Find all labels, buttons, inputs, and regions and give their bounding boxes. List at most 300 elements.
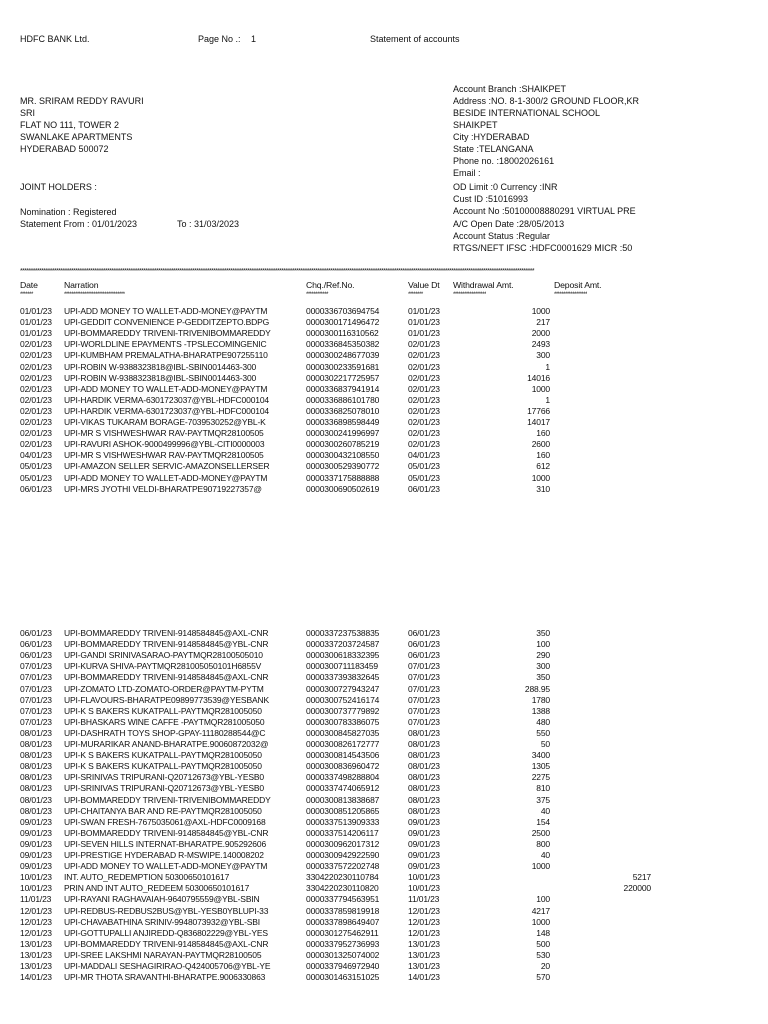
txn-date: 05/01/23: [20, 461, 52, 472]
ifsc-micr: RTGS/NEFT IFSC :HDFC0001629 MICR :50: [453, 243, 633, 253]
txn-value-date: 01/01/23: [408, 328, 440, 339]
col-withdrawal-underline: ******************: [453, 292, 487, 298]
txn-value-date: 09/01/23: [408, 827, 440, 838]
txn-ref: 0000300962017312: [306, 838, 380, 849]
branch-address-line3: SHAIKPET: [453, 120, 498, 130]
txn-narration: UPI-ROBIN W-9388323818@IBL-SBIN0014463-300: [64, 361, 257, 372]
txn-narration: UPI-K S BAKERS KUKATPALL-PAYTMQR281005050: [64, 705, 262, 716]
col-date-underline: *******: [20, 292, 33, 298]
txn-value-date: 07/01/23: [408, 672, 440, 683]
txn-date: 07/01/23: [20, 705, 52, 716]
document-title: Statement of accounts: [370, 34, 460, 44]
table-row: [0, 750, 768, 761]
txn-value-date: 07/01/23: [408, 661, 440, 672]
txn-withdrawal: 530: [536, 949, 550, 960]
txn-value-date: 06/01/23: [408, 628, 440, 638]
txn-withdrawal: 17766: [527, 405, 550, 416]
txn-deposit: 220000: [623, 883, 651, 894]
table-row: [0, 428, 768, 439]
branch-address: Address :NO. 8-1-300/2 GROUND FLOOR,KR: [453, 96, 640, 106]
txn-narration: UPI-ADD MONEY TO WALLET-ADD-MONEY@PAYTM: [64, 472, 268, 483]
txn-narration: UPI-K S BAKERS KUKATPALL-PAYTMQR281005050: [64, 761, 262, 772]
col-ref: Chq./Ref.No.: [306, 280, 355, 290]
txn-value-date: 08/01/23: [408, 761, 440, 772]
txn-value-date: 06/01/23: [408, 639, 440, 650]
txn-narration: UPI-GANDI SRINIVASARAO-PAYTMQR28100505010: [64, 650, 263, 661]
col-value-date-underline: ********: [408, 292, 423, 298]
txn-ref: 0000300851205865: [306, 805, 380, 816]
col-value-date: Value Dt: [408, 280, 440, 290]
txn-deposit: 5217: [632, 872, 651, 883]
txn-date: 13/01/23: [20, 949, 52, 960]
branch-phone: Phone no. :18002026161: [453, 156, 555, 166]
table-row: [0, 306, 768, 317]
txn-date: 07/01/23: [20, 672, 52, 683]
txn-value-date: 02/01/23: [408, 428, 440, 439]
txn-value-date: 02/01/23: [408, 417, 440, 427]
txn-narration: UPI-ADD MONEY TO WALLET-ADD-MONEY@PAYTM: [64, 383, 268, 394]
txn-narration: UPI-GEDDIT CONVENIENCE P-GEDDITZEPTO.BDPG: [64, 317, 270, 328]
table-row: [0, 439, 768, 450]
txn-date: 02/01/23: [20, 350, 52, 361]
txn-withdrawal: 375: [536, 794, 550, 805]
txn-value-date: 08/01/23: [408, 750, 440, 761]
table-row: [0, 373, 768, 384]
table-row: [0, 684, 768, 695]
table-row: [0, 850, 768, 861]
txn-narration: UPI-KURVA SHIVA-PAYTMQR281005050101H6855V: [64, 661, 262, 672]
table-row: [0, 950, 768, 961]
txn-date: 06/01/23: [20, 628, 52, 638]
txn-withdrawal: 160: [536, 428, 550, 439]
txn-withdrawal: 288.95: [524, 683, 550, 694]
txn-narration: UPI-DASHRATH TOYS SHOP-GPAY-11180288544@C: [64, 727, 266, 738]
txn-withdrawal: 148: [536, 927, 550, 938]
txn-withdrawal: 1000: [531, 861, 550, 872]
txn-narration: UPI-K S BAKERS KUKATPALL-PAYTMQR281005050: [64, 750, 262, 761]
txn-value-date: 13/01/23: [408, 961, 440, 971]
txn-date: 02/01/23: [20, 394, 52, 405]
txn-date: 08/01/23: [20, 750, 52, 761]
txn-ref: 0000337498288804: [306, 772, 380, 783]
txn-ref: 0000300618332395: [306, 650, 380, 661]
txn-ref: 0000301275462911: [306, 927, 379, 938]
table-row: [0, 328, 768, 339]
txn-value-date: 08/01/23: [408, 727, 440, 738]
table-row: [0, 783, 768, 794]
txn-withdrawal: 810: [536, 783, 550, 794]
txn-narration: UPI-CHAVABATHINA SRINIV-9948073932@YBL-SBI: [64, 916, 261, 927]
col-narration-underline: *********************************: [64, 292, 125, 298]
txn-value-date: 10/01/23: [408, 883, 440, 894]
txn-date: 02/01/23: [20, 361, 52, 372]
branch-address-line2: BESIDE INTERNATIONAL SCHOOL: [453, 108, 601, 118]
txn-withdrawal: 300: [536, 661, 550, 672]
txn-narration: UPI-BOMMAREDDY TRIVENI-TRIVENIBOMMAREDDY: [64, 794, 271, 805]
account-status: Account Status :Regular: [453, 231, 551, 241]
txn-date: 02/01/23: [20, 428, 52, 439]
joint-holders: JOINT HOLDERS :: [20, 182, 97, 192]
txn-withdrawal: 160: [536, 450, 550, 461]
table-row: [0, 861, 768, 872]
txn-date: 07/01/23: [20, 661, 52, 672]
txn-narration: UPI-MURARIKAR ANAND-BHARATPE.90060872032@: [64, 739, 269, 749]
table-row: [0, 672, 768, 683]
txn-ref: 0000301463151025: [306, 972, 380, 983]
txn-ref: 0000300248677039: [306, 350, 380, 361]
table-row: [0, 639, 768, 650]
table-row: [0, 417, 768, 428]
table-row: [0, 661, 768, 672]
txn-value-date: 11/01/23: [408, 894, 440, 905]
txn-date: 08/01/23: [20, 794, 52, 805]
table-row: [0, 961, 768, 972]
table-row: [0, 406, 768, 417]
txn-date: 08/01/23: [20, 727, 52, 738]
txn-ref: 0000300826172777: [306, 739, 380, 749]
txn-narration: UPI-MR S VISHWESHWAR RAV-PAYTMQR28100505: [64, 428, 264, 439]
txn-withdrawal: 100: [536, 639, 550, 650]
separator-line: **************************************************************************************************************************************************************************************************************************************************: [20, 268, 535, 275]
txn-value-date: 02/01/23: [408, 339, 440, 350]
txn-ref: 0000337898649407: [306, 916, 380, 927]
account-branch: Account Branch :SHAIKPET: [453, 84, 567, 94]
table-row: [0, 650, 768, 661]
txn-narration: UPI-GOTTUPALLI ANJIREDD-Q836802229@YBL-YES: [64, 927, 268, 938]
txn-ref: 0000300727943247: [306, 683, 380, 694]
txn-ref: 0000300690502619: [306, 483, 380, 494]
txn-narration: UPI-WORLDLINE EPAYMENTS -TPSLECOMINGENIC: [64, 339, 267, 350]
txn-narration: UPI-SEVEN HILLS INTERNAT-BHARATPE.905292606: [64, 838, 267, 849]
table-row: [0, 817, 768, 828]
txn-withdrawal: 50: [540, 739, 550, 749]
txn-date: 02/01/23: [20, 405, 52, 416]
txn-date: 14/01/23: [20, 972, 52, 983]
bank-name: HDFC BANK Ltd.: [20, 34, 90, 44]
txn-value-date: 08/01/23: [408, 805, 440, 816]
txn-value-date: 05/01/23: [408, 472, 440, 483]
txn-ref: 0000336703694754: [306, 306, 380, 316]
table-row: [0, 339, 768, 350]
table-row: [0, 883, 768, 894]
txn-ref: 0000300813838687: [306, 794, 380, 805]
table-header-underline: [0, 290, 768, 301]
table-row: [0, 972, 768, 983]
txn-date: 07/01/23: [20, 716, 52, 727]
od-limit-currency: OD Limit :0 Currency :INR: [453, 182, 558, 192]
txn-date: 10/01/23: [20, 872, 52, 883]
table-row: [0, 473, 768, 484]
branch-state: State :TELANGANA: [453, 144, 534, 154]
txn-value-date: 02/01/23: [408, 383, 440, 394]
txn-value-date: 02/01/23: [408, 372, 440, 383]
txn-value-date: 12/01/23: [408, 905, 440, 916]
customer-line2: SRI: [20, 108, 36, 118]
txn-ref: 0000300836960472: [306, 761, 380, 772]
txn-value-date: 09/01/23: [408, 838, 440, 849]
txn-date: 08/01/23: [20, 783, 52, 794]
txn-value-date: 13/01/23: [408, 949, 440, 960]
txn-withdrawal: 100: [536, 894, 550, 905]
col-ref-underline: ************: [306, 292, 329, 298]
txn-value-date: 09/01/23: [408, 861, 440, 872]
col-deposit: Deposit Amt.: [554, 280, 602, 290]
txn-narration: UPI-SREE LAKSHMI NARAYAN-PAYTMQR28100505: [64, 949, 262, 960]
txn-date: 06/01/23: [20, 483, 52, 494]
txn-narration: UPI-MRS JYOTHI VELDI-BHARATPE90719227357@: [64, 483, 262, 494]
txn-withdrawal: 2600: [531, 439, 550, 450]
txn-value-date: 08/01/23: [408, 739, 440, 749]
txn-narration: UPI-MADDALI SESHAGIRIRAO-Q424005706@YBL-YE: [64, 961, 271, 971]
txn-ref: 0000300116310562: [306, 328, 379, 339]
table-row: [0, 894, 768, 905]
account-number: Account No :50100008880291 VIRTUAL PRE: [453, 206, 636, 216]
txn-withdrawal: 20: [540, 961, 550, 971]
txn-narration: UPI-VIKAS TUKARAM BORAGE-7039530252@YBL-K: [64, 417, 266, 427]
txn-withdrawal: 800: [536, 838, 550, 849]
table-row: [0, 917, 768, 928]
txn-withdrawal: 3400: [531, 750, 550, 761]
txn-ref: 0000336825078010: [306, 405, 380, 416]
txn-narration: UPI-BOMMAREDDY TRIVENI-9148584845@YBL-CNR: [64, 639, 269, 650]
txn-value-date: 02/01/23: [408, 394, 440, 405]
customer-address-line1: FLAT NO 111, TOWER 2: [20, 120, 120, 130]
txn-value-date: 07/01/23: [408, 683, 440, 694]
txn-withdrawal: 570: [536, 972, 550, 983]
txn-ref: 0000337237538835: [306, 628, 380, 638]
txn-ref: 0000337175888888: [306, 472, 380, 483]
txn-withdrawal: 1: [545, 394, 550, 405]
txn-ref: 0000337572202748: [306, 861, 380, 872]
txn-value-date: 12/01/23: [408, 927, 440, 938]
col-narration: Narration: [64, 280, 99, 290]
txn-narration: UPI-HARDIK VERMA-6301723037@YBL-HDFC000104: [64, 405, 270, 416]
txn-narration: UPI-BOMMAREDDY TRIVENI-9148584845@YBL-CNR: [64, 827, 269, 838]
txn-date: 09/01/23: [20, 827, 52, 838]
col-deposit-underline: ******************: [554, 292, 588, 298]
account-open-date: A/C Open Date :28/05/2013: [453, 219, 565, 229]
txn-date: 01/01/23: [20, 328, 52, 339]
txn-ref: 0000337393832645: [306, 672, 380, 683]
txn-date: 07/01/23: [20, 683, 52, 694]
txn-date: 12/01/23: [20, 916, 52, 927]
statement-from: Statement From : 01/01/2023: [20, 219, 138, 229]
txn-value-date: 02/01/23: [408, 350, 440, 361]
table-row: [0, 939, 768, 950]
txn-ref: 0000300737779892: [306, 705, 380, 716]
txn-date: 02/01/23: [20, 372, 52, 383]
txn-value-date: 02/01/23: [408, 361, 440, 372]
customer-address-line2: SWANLAKE APARTMENTS: [20, 132, 133, 142]
txn-narration: UPI-ZOMATO LTD-ZOMATO-ORDER@PAYTM-PYTM: [64, 683, 264, 694]
table-row: [0, 628, 768, 639]
txn-narration: UPI-RAVURI ASHOK-9000499996@YBL-CITI0000003: [64, 439, 265, 450]
txn-value-date: 07/01/23: [408, 705, 440, 716]
txn-date: 09/01/23: [20, 838, 52, 849]
txn-ref: 0000300783386075: [306, 716, 380, 727]
txn-value-date: 05/01/23: [408, 461, 440, 472]
txn-withdrawal: 14016: [527, 372, 550, 383]
txn-withdrawal: 310: [536, 483, 550, 494]
txn-ref: 0000300241996997: [306, 428, 380, 439]
txn-date: 02/01/23: [20, 439, 52, 450]
txn-ref: 0000300432108550: [306, 450, 380, 461]
txn-ref: 0000300711183459: [306, 661, 378, 672]
txn-date: 08/01/23: [20, 772, 52, 783]
txn-narration: UPI-ADD MONEY TO WALLET-ADD-MONEY@PAYTM: [64, 861, 268, 872]
txn-date: 09/01/23: [20, 816, 52, 827]
txn-value-date: 08/01/23: [408, 772, 440, 783]
txn-value-date: 13/01/23: [408, 938, 440, 949]
txn-ref: 0000336886101780: [306, 394, 380, 405]
txn-date: 12/01/23: [20, 905, 52, 916]
txn-date: 02/01/23: [20, 339, 52, 350]
table-row: [0, 739, 768, 750]
txn-narration: UPI-BOMMAREDDY TRIVENI-TRIVENIBOMMAREDDY: [64, 328, 271, 339]
txn-narration: UPI-SRINIVAS TRIPURANI-Q20712673@YBL-YESB0: [64, 783, 264, 794]
customer-id: Cust ID :51016993: [453, 194, 529, 204]
txn-date: 08/01/23: [20, 739, 52, 749]
txn-withdrawal: 1388: [531, 705, 550, 716]
txn-narration: UPI-SWAN FRESH-7675035061@AXL-HDFC0009168: [64, 816, 266, 827]
branch-city: City :HYDERABAD: [453, 132, 530, 142]
table-row: [0, 906, 768, 917]
txn-ref: 0000337514206117: [306, 827, 379, 838]
txn-date: 12/01/23: [20, 927, 52, 938]
txn-ref: 0000337794563951: [306, 894, 380, 905]
txn-withdrawal: 1: [545, 361, 550, 372]
col-withdrawal: Withdrawal Amt.: [453, 280, 514, 290]
txn-value-date: 07/01/23: [408, 694, 440, 705]
table-row: [0, 806, 768, 817]
table-row: [0, 350, 768, 361]
txn-value-date: 08/01/23: [408, 794, 440, 805]
txn-value-date: 06/01/23: [408, 650, 440, 661]
txn-value-date: 09/01/23: [408, 850, 440, 860]
txn-date: 01/01/23: [20, 317, 52, 328]
txn-withdrawal: 2493: [531, 339, 550, 350]
table-row: [0, 484, 768, 495]
txn-narration: UPI-RAYANI RAGHAVAIAH-9640795559@YBL-SBIN: [64, 894, 260, 905]
txn-value-date: 01/01/23: [408, 306, 440, 316]
txn-value-date: 06/01/23: [408, 483, 440, 494]
txn-ref: 0000336837941914: [306, 383, 380, 394]
txn-withdrawal: 40: [540, 850, 550, 860]
txn-withdrawal: 550: [536, 727, 550, 738]
txn-date: 09/01/23: [20, 850, 52, 860]
table-row: [0, 872, 768, 883]
txn-date: 01/01/23: [20, 306, 52, 316]
txn-ref: 0000337952736993: [306, 938, 380, 949]
table-row: [0, 461, 768, 472]
txn-narration: UPI-CHAITANYA BAR AND RE-PAYTMQR281005050: [64, 805, 262, 816]
txn-ref: 0000336845350382: [306, 339, 380, 350]
txn-ref: 0000337513909333: [306, 816, 380, 827]
txn-narration: UPI-BHASKARS WINE CAFFE -PAYTMQR281005050: [64, 716, 265, 727]
txn-ref: 0000300814543506: [306, 750, 380, 761]
txn-value-date: 12/01/23: [408, 916, 440, 927]
table-row: [0, 450, 768, 461]
txn-withdrawal: 14017: [527, 417, 550, 427]
table-row: [0, 717, 768, 728]
txn-value-date: 02/01/23: [408, 439, 440, 450]
txn-ref: 0000336898598449: [306, 417, 380, 427]
table-row: [0, 695, 768, 706]
txn-withdrawal: 2000: [531, 328, 550, 339]
txn-value-date: 01/01/23: [408, 317, 440, 328]
txn-date: 06/01/23: [20, 639, 52, 650]
txn-ref: 3304220230110820: [306, 883, 379, 894]
txn-ref: 0000301325074002: [306, 949, 380, 960]
txn-date: 11/01/23: [20, 894, 52, 905]
table-row: [0, 828, 768, 839]
txn-narration: UPI-MR S VISHWESHWAR RAV-PAYTMQR28100505: [64, 450, 264, 461]
txn-value-date: 08/01/23: [408, 783, 440, 794]
table-row: [0, 362, 768, 373]
txn-value-date: 04/01/23: [408, 450, 440, 461]
txn-date: 10/01/23: [20, 883, 52, 894]
txn-withdrawal: 350: [536, 628, 550, 638]
page-number: 1: [251, 34, 257, 44]
txn-withdrawal: 1000: [531, 383, 550, 394]
txn-ref: 0000300942922590: [306, 850, 380, 860]
txn-withdrawal: 1780: [531, 694, 550, 705]
page-number-label: Page No .:: [198, 34, 241, 44]
txn-value-date: 02/01/23: [408, 405, 440, 416]
txn-ref: 0000302217725957: [306, 372, 380, 383]
txn-value-date: 07/01/23: [408, 716, 440, 727]
txn-narration: INT. AUTO_REDEMPTION 50300650101617: [64, 872, 230, 883]
txn-withdrawal: 1000: [531, 306, 550, 316]
txn-ref: 3304220230110784: [306, 872, 379, 883]
txn-narration: UPI-FLAVOURS-BHARATPE09899773539@YESBANK: [64, 694, 269, 705]
txn-withdrawal: 1305: [531, 761, 550, 772]
table-row: [0, 795, 768, 806]
txn-narration: UPI-BOMMAREDDY TRIVENI-9148584845@AXL-CNR: [64, 672, 269, 683]
txn-narration: UPI-AMAZON SELLER SERVIC-AMAZONSELLERSER: [64, 461, 270, 472]
txn-withdrawal: 2500: [531, 827, 550, 838]
txn-date: 08/01/23: [20, 805, 52, 816]
table-row: [0, 395, 768, 406]
customer-address-line3: HYDERABAD 500072: [20, 144, 109, 154]
table-row: [0, 317, 768, 328]
txn-withdrawal: 500: [536, 938, 550, 949]
txn-withdrawal: 300: [536, 350, 550, 361]
table-row: [0, 761, 768, 772]
txn-ref: 0000337203724587: [306, 639, 380, 650]
txn-date: 08/01/23: [20, 761, 52, 772]
txn-date: 05/01/23: [20, 472, 52, 483]
txn-narration: UPI-ADD MONEY TO WALLET-ADD-MONEY@PAYTM: [64, 306, 268, 316]
txn-ref: 0000337474065912: [306, 783, 380, 794]
txn-withdrawal: 480: [536, 716, 550, 727]
txn-value-date: 09/01/23: [408, 816, 440, 827]
txn-withdrawal: 612: [536, 461, 550, 472]
txn-narration: UPI-MR THOTA SRAVANTHI-BHARATPE.9006330863: [64, 972, 266, 983]
txn-date: 04/01/23: [20, 450, 52, 461]
txn-date: 09/01/23: [20, 861, 52, 872]
txn-ref: 0000300171496472: [306, 317, 380, 328]
txn-date: 07/01/23: [20, 694, 52, 705]
txn-date: 13/01/23: [20, 961, 52, 971]
txn-ref: 0000300260785219: [306, 439, 380, 450]
txn-value-date: 10/01/23: [408, 872, 440, 883]
nomination: Nomination : Registered: [20, 207, 117, 217]
txn-withdrawal: 350: [536, 672, 550, 683]
statement-to: To : 31/03/2023: [177, 219, 240, 229]
txn-withdrawal: 290: [536, 650, 550, 661]
txn-ref: 0000300752416174: [306, 694, 380, 705]
